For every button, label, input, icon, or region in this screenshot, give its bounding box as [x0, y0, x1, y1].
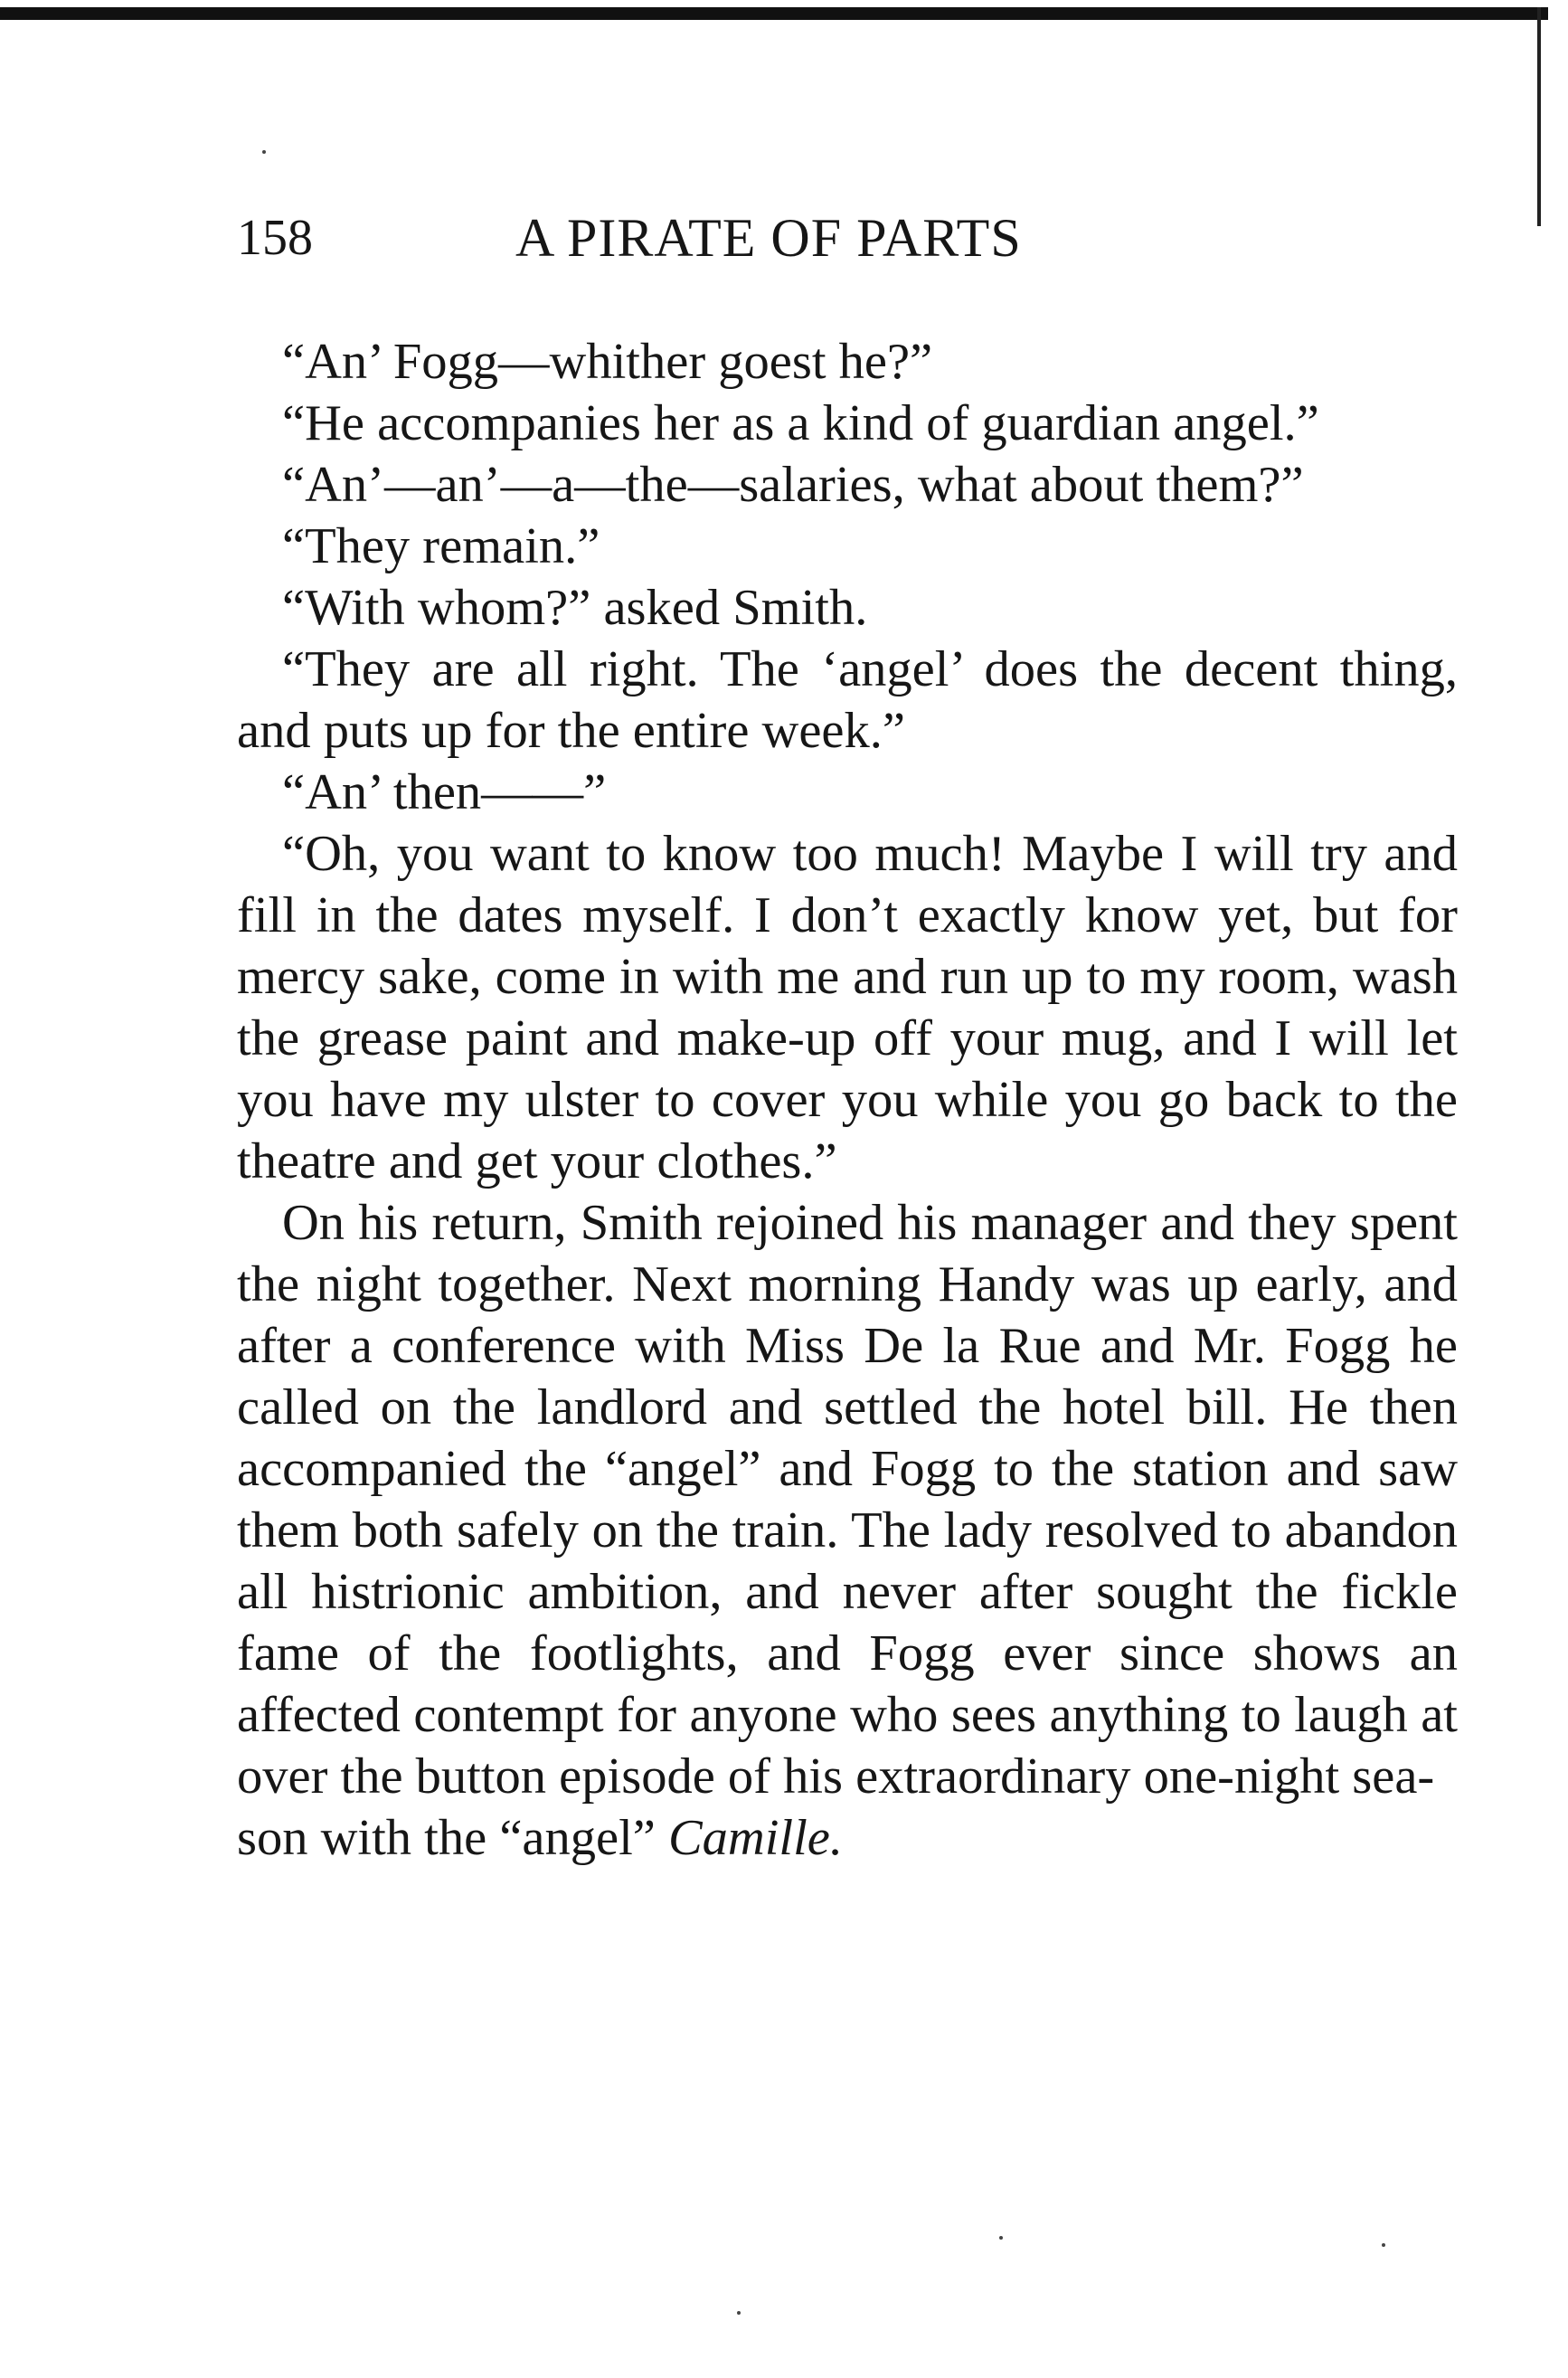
final-line-text: son with the “angel” [237, 1810, 656, 1866]
paragraph: “He accompanies her as a kind of guardian angel.” [282, 395, 1319, 451]
running-title: A PIRATE OF PARTS [515, 208, 1022, 268]
paragraph: “They are all right. The ‘angel’ does the decent thing, and puts up for the entire week.” [237, 641, 1458, 759]
scan-speck [262, 150, 266, 154]
final-line [237, 1807, 1458, 1869]
paragraph: “An’ Fogg—whither goest he?” [282, 334, 933, 390]
scan-speck [1382, 2243, 1385, 2247]
scan-speck [737, 2311, 741, 2315]
body-text [237, 331, 1458, 1869]
paragraph: “Oh, you want to know too much! Maybe I will try and fill in the dates myself. I don’t exactly know yet, but for mercy sake, come in with me and run up to my room, wash the grease paint and make-up off your mug, and I will let you have my ulster to cover you while you go back to the theatre and get your clothes.” [237, 826, 1458, 1189]
right-border-rule [1537, 7, 1541, 226]
running-head [0, 206, 1568, 270]
page-number: 158 [237, 210, 313, 266]
paragraph: “An’ then——” [282, 764, 607, 820]
top-border-rule [0, 7, 1548, 20]
paragraph: On his return, Smith rejoined his manager and they spent the night together. Next morning Handy was up early, and after a conference with Miss De la Rue and Mr. Fogg he called on the landlord and settled the hotel bill. He then accompanied the “angel” and Fogg to the station and saw them both safely on the train. The lady resolved to abandon all histrionic ambition, and never after sought the fickle fame of the footlights, and Fogg ever since shows an affected contempt for anyone who sees anything to laugh at over the button episode of his extraordinary one-night sea- [237, 1195, 1458, 1805]
italic-title: Camille. [667, 1810, 844, 1866]
paragraph: “They remain.” [282, 518, 600, 574]
paragraph: “An’—an’—a—the—salaries, what about them?” [282, 457, 1304, 513]
paragraph: “With whom?” asked Smith. [282, 580, 868, 636]
scan-speck [999, 2236, 1003, 2240]
